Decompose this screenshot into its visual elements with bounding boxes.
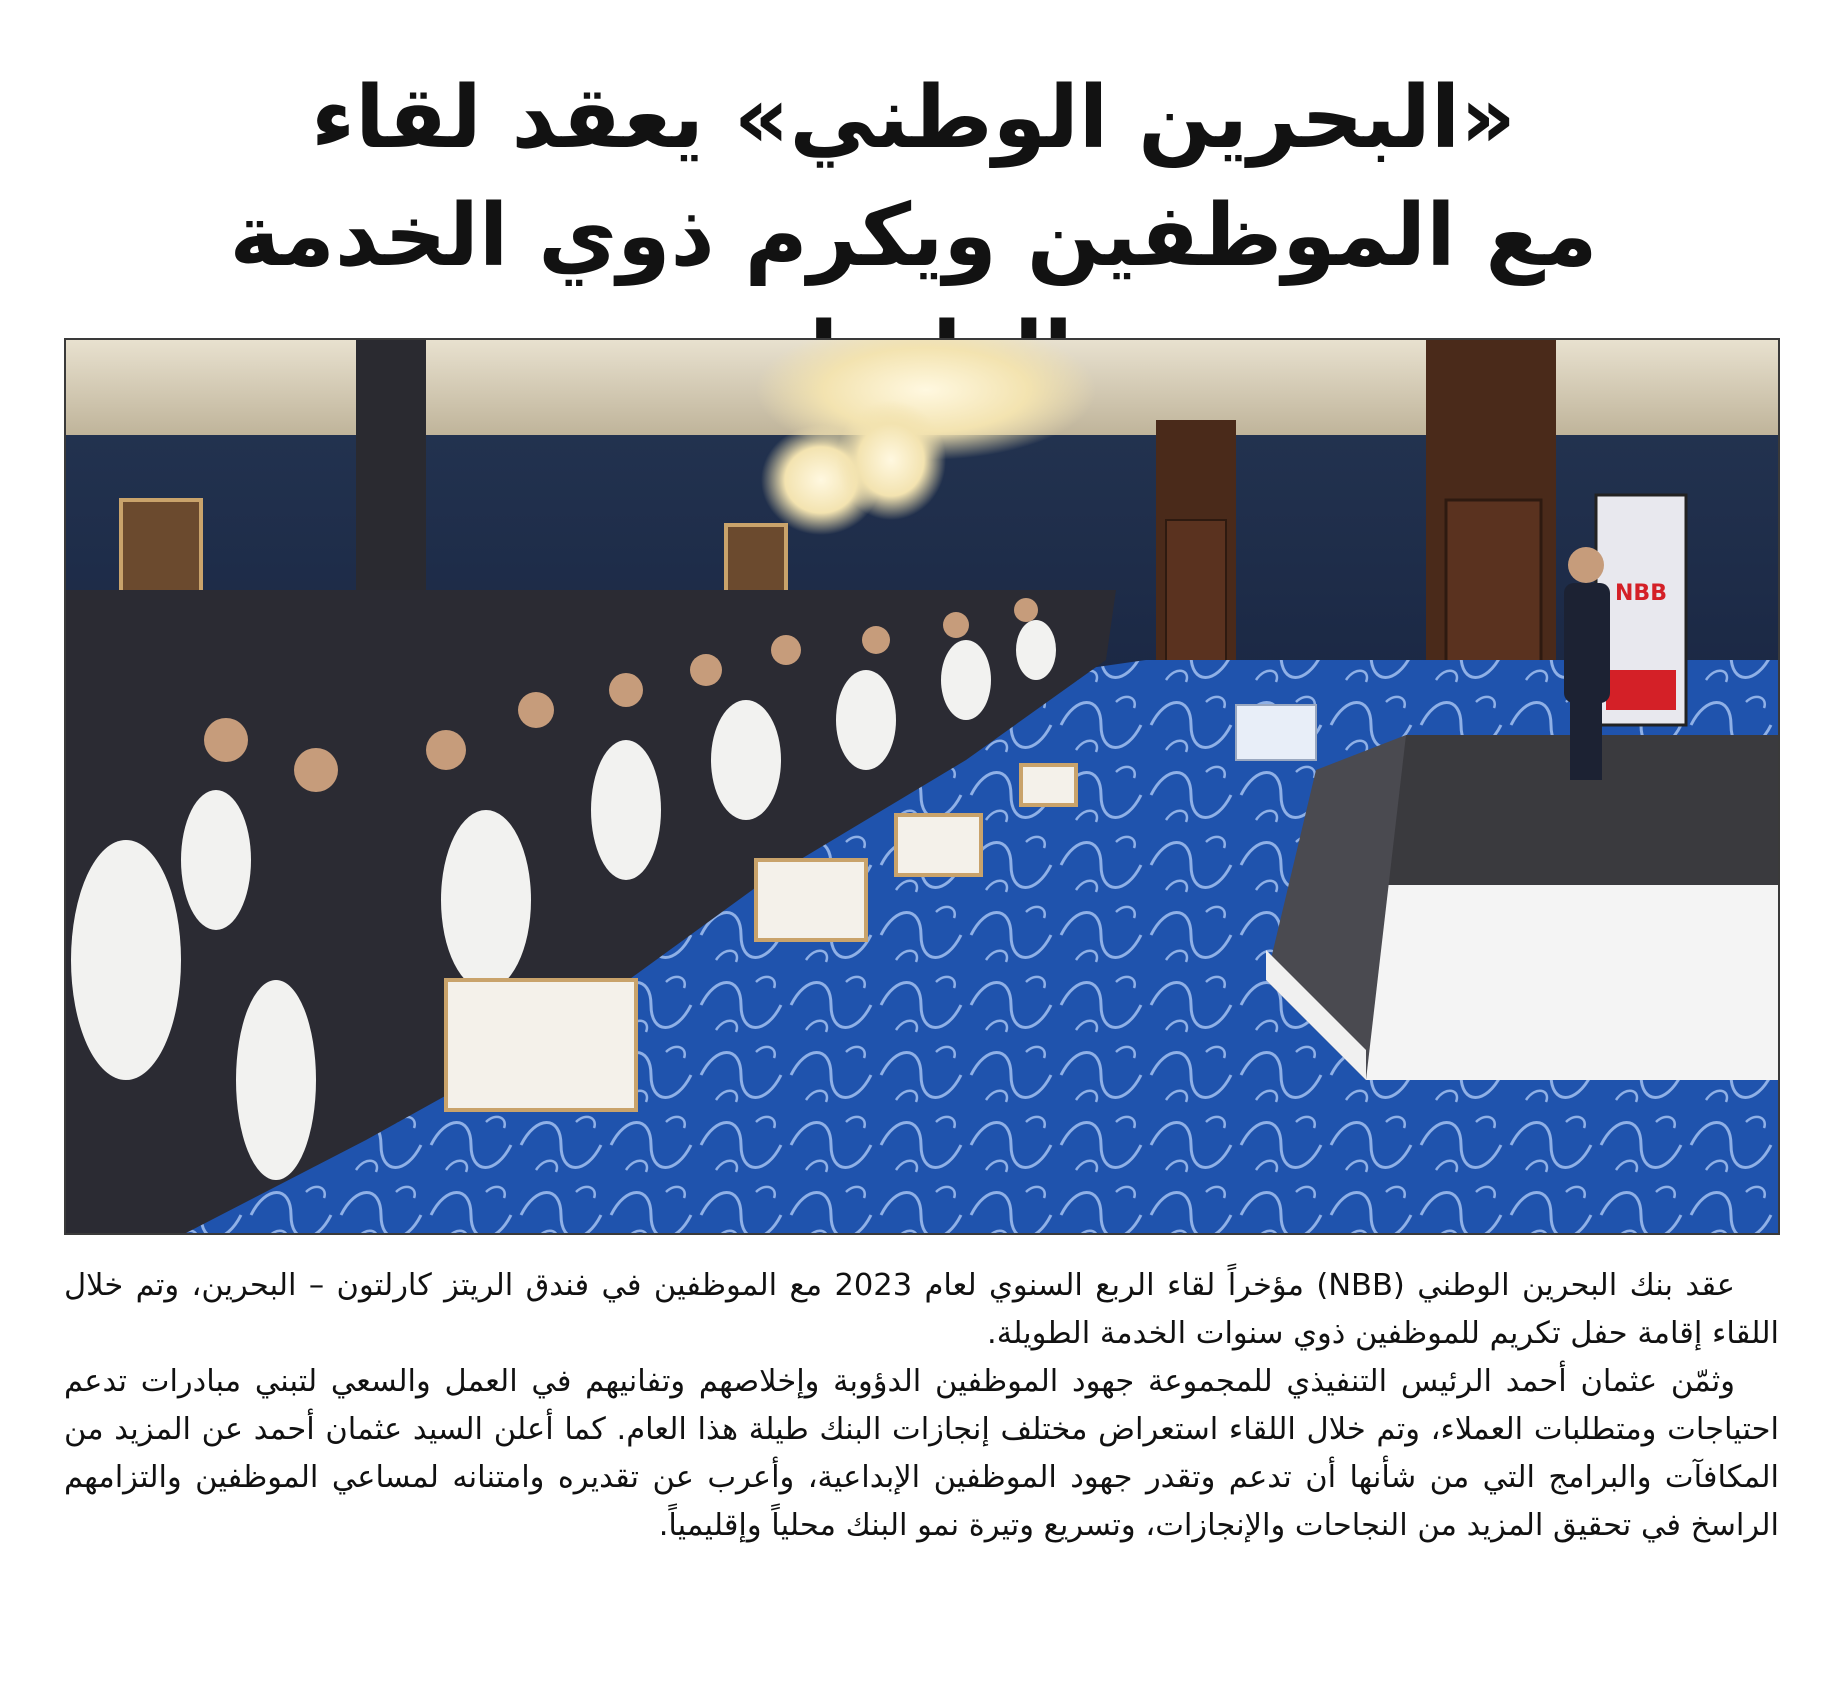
thobe-1 — [71, 840, 181, 1080]
thobe-6 — [711, 700, 781, 820]
side-table-3 — [896, 815, 981, 875]
face-6 — [690, 654, 722, 686]
side-table-1 — [446, 980, 636, 1110]
thobe-9 — [1016, 620, 1056, 680]
thobe-4 — [441, 810, 531, 990]
article-paragraph-1: عقد بنك البحرين الوطني (NBB) مؤخراً لقاء الربع السنوي لعام 2023 مع الموظفين في فندق الريتز كارلتون – البحرين، وتم خلال اللقاء إقامة حفل تكريم للموظفين ذوي سنوات الخدمة الطويلة. — [64, 1268, 1779, 1351]
speaker-legs — [1570, 700, 1602, 780]
headline-line-1: «البحرين الوطني» يعقد لقاء — [311, 68, 1516, 169]
thobe-7 — [836, 670, 896, 770]
face-5 — [609, 673, 643, 707]
face-10 — [1014, 598, 1038, 622]
face-8 — [862, 626, 890, 654]
face-4 — [518, 692, 554, 728]
screen-logo-text: NBB — [1615, 581, 1667, 606]
face-9 — [943, 612, 969, 638]
thobe-2 — [181, 790, 251, 930]
floor-sign — [1236, 705, 1316, 760]
side-table-4 — [1021, 765, 1076, 805]
event-photo-illustration — [66, 340, 1778, 1233]
thobe-3 — [236, 980, 316, 1180]
face-7 — [771, 635, 801, 665]
speaker-body — [1564, 583, 1610, 703]
face-1 — [204, 718, 248, 762]
article-body — [64, 1262, 1779, 1550]
thobe-5 — [591, 740, 661, 880]
face-2 — [294, 748, 338, 792]
speaker-head — [1568, 547, 1604, 583]
event-photo — [64, 338, 1780, 1235]
stage-front — [1366, 885, 1778, 1080]
headline-line-2: مع الموظفين ويكرم ذوي الخدمة — [229, 186, 1598, 287]
presentation-screen-red — [1606, 670, 1676, 710]
thobe-8 — [941, 640, 991, 720]
chandelier-right — [836, 400, 946, 520]
side-table-2 — [756, 860, 866, 940]
face-3 — [426, 730, 466, 770]
article-paragraph-2: وثمّن عثمان أحمد الرئيس التنفيذي للمجموعة جهود الموظفين الدؤوبة وإخلاصهم وتفانيهم في العمل والسعي لتبني مبادرات تدعم احتياجات ومتطلبات العملاء، وتم خلال اللقاء استعراض مختلف إنجازات البنك طيلة هذا العام. كما أعلن السيد عثمان أحمد عن المزيد من المكافآت والبرامج التي من شأنها أن تدعم وتقدر جهود الموظفين الإبداعية، وأعرب عن تقديره وامتنانه لمساعي الموظفين والتزامهم الراسخ في تحقيق المزيد من النجاحات والإنجازات، وتسريع وتيرة نمو البنك محلياً وإقليمياً. — [64, 1364, 1779, 1543]
